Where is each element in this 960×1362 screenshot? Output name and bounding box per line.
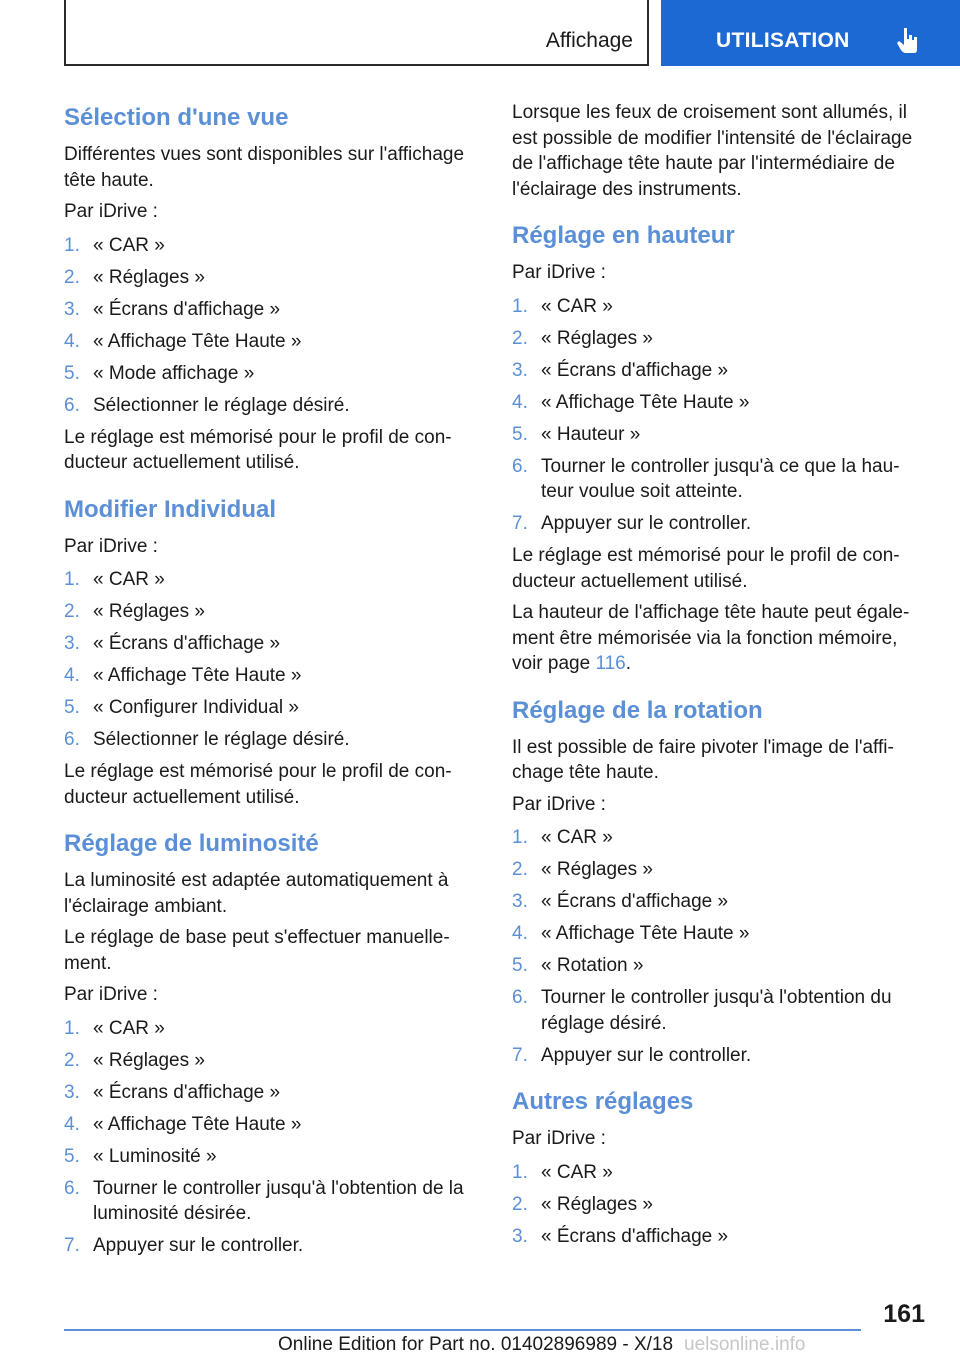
list-item xyxy=(512,1224,924,1250)
step-number: 4. xyxy=(512,391,528,413)
paragraph: Le réglage est mémorisé pour le profil de conducteur actuellement utilisé. xyxy=(512,545,900,592)
list-item xyxy=(512,921,924,947)
list-item xyxy=(512,454,924,505)
step-text: « Réglages » xyxy=(93,1049,205,1071)
step-number: 4. xyxy=(64,1113,80,1135)
step-text: Appuyer sur le controller. xyxy=(541,1044,752,1066)
step-text: « Affichage Tête Haute » xyxy=(541,923,750,944)
list-item xyxy=(64,1048,476,1074)
list-item xyxy=(64,1016,476,1042)
step-text: « CAR » xyxy=(541,827,613,848)
footer-edition: Online Edition for Part no. 01402896989 - X/18 xyxy=(278,1334,674,1355)
section-heading: Sélection d'une vue xyxy=(64,104,289,131)
list-item xyxy=(512,889,924,915)
step-number: 4. xyxy=(64,330,80,352)
step-number: 2. xyxy=(64,266,80,288)
step-text: Tourner le controller jusqu'à l'obtention du réglage désiré. xyxy=(541,987,892,1034)
step-text: « CAR » xyxy=(93,234,165,256)
step-number: 1. xyxy=(64,1017,80,1039)
step-number: 6. xyxy=(64,394,80,416)
step-text: Tourner le controller jusqu'à l'obtention de la luminosité désirée. xyxy=(93,1177,464,1224)
list-item xyxy=(64,329,476,355)
step-number: 7. xyxy=(64,1235,80,1256)
list-item xyxy=(64,1176,476,1227)
section-heading: Réglage de luminosité xyxy=(64,830,319,857)
step-number: 5. xyxy=(512,955,528,976)
step-text: « Affichage Tête Haute » xyxy=(93,330,302,352)
step-text: « Réglages » xyxy=(541,859,653,880)
section-rotation xyxy=(512,693,924,1069)
step-number: 2. xyxy=(64,601,80,622)
step-number: 6. xyxy=(64,729,80,750)
list-item xyxy=(512,953,924,979)
paragraph: Le réglage est mémorisé pour le profil de conducteur actuellement utilisé. xyxy=(64,761,452,808)
list-item xyxy=(512,1192,924,1218)
step-number: 3. xyxy=(512,891,528,912)
step-number: 3. xyxy=(512,359,528,381)
paragraph: Le réglage de base peut s'effectuer manuellement. xyxy=(64,927,450,974)
list-item xyxy=(64,1080,476,1106)
list-item xyxy=(512,1043,924,1069)
list-item xyxy=(64,631,476,657)
steps-list xyxy=(512,825,924,1068)
page-header xyxy=(64,0,960,66)
step-number: 6. xyxy=(512,455,528,477)
step-text: « Configurer Individual » xyxy=(93,697,299,718)
step-text: « Écrans d'affichage » xyxy=(541,1225,729,1247)
steps-list xyxy=(512,1160,924,1250)
left-column xyxy=(64,100,476,1265)
steps-list xyxy=(512,294,924,537)
header-chapter-label: UTILISATION xyxy=(716,29,850,52)
list-item xyxy=(512,326,924,352)
list-item xyxy=(512,294,924,320)
hand-pointer-icon xyxy=(895,26,921,54)
page-reference-link[interactable]: 116 xyxy=(595,653,626,674)
paragraph: Le réglage est mémorisé pour le profil de conducteur actuellement utilisé. xyxy=(64,426,452,473)
section-heading: Réglage en hauteur xyxy=(512,222,735,249)
paragraph-memory xyxy=(512,600,924,677)
step-text: « CAR » xyxy=(93,569,165,590)
step-text: Sélectionner le réglage désiré. xyxy=(93,729,350,750)
memory-text: La hauteur de l'affichage tête haute peut également être mémorisée via la fonction mémoire, voir page xyxy=(512,602,910,674)
step-number: 2. xyxy=(512,859,528,880)
list-item xyxy=(512,358,924,384)
step-text: « Écrans d'affichage » xyxy=(541,359,729,381)
header-section-box xyxy=(64,0,649,66)
step-text: « Rotation » xyxy=(541,955,644,976)
step-text: « Affichage Tête Haute » xyxy=(93,665,302,686)
step-text: « CAR » xyxy=(541,1161,613,1183)
step-number: 5. xyxy=(64,362,80,384)
step-number: 1. xyxy=(512,827,528,848)
section-heading: Modifier Individual xyxy=(64,495,277,523)
section-heading: Autres réglages xyxy=(512,1088,694,1115)
step-number: 3. xyxy=(64,633,80,654)
idrive-label: Par iDrive : xyxy=(64,984,158,1005)
list-item xyxy=(64,567,476,593)
step-text: « Écrans d'affichage » xyxy=(93,298,281,320)
step-number: 3. xyxy=(64,298,80,320)
step-text: « Réglages » xyxy=(93,601,205,622)
step-text: « Réglages » xyxy=(93,266,205,288)
list-item xyxy=(64,1112,476,1138)
list-item xyxy=(64,599,476,625)
idrive-label: Par iDrive : xyxy=(64,535,158,557)
step-text: « CAR » xyxy=(93,1017,165,1039)
step-text: « Hauteur » xyxy=(541,423,641,445)
step-number: 4. xyxy=(64,665,80,686)
step-text: Appuyer sur le controller. xyxy=(541,513,752,534)
footer-watermark: uelsonline.info xyxy=(684,1334,806,1355)
paragraph: La luminosité est adaptée automatiquement à l'éclairage ambiant. xyxy=(64,870,449,917)
step-text: « Mode affichage » xyxy=(93,362,255,384)
step-text: « Luminosité » xyxy=(93,1145,217,1167)
step-number: 2. xyxy=(512,327,528,349)
steps-list xyxy=(64,233,476,419)
idrive-label: Par iDrive : xyxy=(512,262,606,283)
list-item xyxy=(512,511,924,537)
step-text: Appuyer sur le controller. xyxy=(93,1235,304,1256)
step-number: 6. xyxy=(512,987,528,1008)
list-item xyxy=(64,393,476,419)
section-heading: Réglage de la rotation xyxy=(512,696,763,724)
list-item xyxy=(64,233,476,259)
steps-list xyxy=(64,1016,476,1259)
step-number: 1. xyxy=(64,234,80,256)
step-number: 3. xyxy=(64,1081,80,1103)
step-text: « CAR » xyxy=(541,295,613,317)
list-item xyxy=(512,390,924,416)
step-text: « Écrans d'affichage » xyxy=(93,1081,281,1103)
list-item xyxy=(512,857,924,883)
right-column xyxy=(512,100,924,1256)
list-item xyxy=(64,1144,476,1170)
step-text: Tourner le controller jusqu'à ce que la hauteur voulue soit atteinte. xyxy=(541,455,900,502)
step-number: 7. xyxy=(512,513,528,534)
section-other-settings xyxy=(512,1084,924,1249)
step-number: 7. xyxy=(512,1044,528,1066)
section-height-adjust xyxy=(512,218,924,677)
list-item xyxy=(64,297,476,323)
paragraph: Différentes vues sont disponibles sur l'affichage tête haute. xyxy=(64,144,465,191)
steps-list xyxy=(64,567,476,753)
step-text: Sélectionner le réglage désiré. xyxy=(93,394,350,416)
step-number: 1. xyxy=(64,569,80,590)
header-chapter-tab[interactable] xyxy=(661,0,960,66)
step-text: « Réglages » xyxy=(541,327,653,349)
list-item xyxy=(64,727,476,753)
step-text: « Écrans d'affichage » xyxy=(93,633,281,654)
step-number: 1. xyxy=(512,1161,528,1183)
step-number: 3. xyxy=(512,1225,528,1247)
step-number: 5. xyxy=(512,423,528,445)
step-text: « Réglages » xyxy=(541,1193,653,1215)
list-item xyxy=(64,1233,476,1259)
list-item xyxy=(64,663,476,689)
step-number: 5. xyxy=(64,1145,80,1167)
step-text: « Affichage Tête Haute » xyxy=(541,391,750,413)
memory-end: . xyxy=(625,653,632,674)
step-text: « Affichage Tête Haute » xyxy=(93,1113,302,1135)
step-text: « Écrans d'affichage » xyxy=(541,891,729,912)
list-item xyxy=(512,1160,924,1186)
idrive-label: Par iDrive : xyxy=(512,793,606,815)
paragraph: Lorsque les feux de croisement sont allumés, il est possible de modifier l'intensité de l'éclairage de l'affichage tête haute par l'intermédiaire de l'éclairage des instruments. xyxy=(512,102,913,200)
section-brightness xyxy=(64,826,476,1259)
list-item xyxy=(64,265,476,291)
step-number: 1. xyxy=(512,295,528,317)
step-number: 5. xyxy=(64,697,80,718)
footer-divider xyxy=(64,1329,861,1331)
step-number: 2. xyxy=(512,1193,528,1215)
paragraph: Il est possible de faire pivoter l'image de l'affichage tête haute. xyxy=(512,736,894,783)
section-modify-individual xyxy=(64,492,476,811)
list-item xyxy=(64,361,476,387)
page-number: 161 xyxy=(883,1300,925,1328)
section-view-selection xyxy=(64,100,476,476)
step-number: 4. xyxy=(512,923,528,944)
idrive-label: Par iDrive : xyxy=(64,201,158,222)
list-item xyxy=(512,825,924,851)
idrive-label: Par iDrive : xyxy=(512,1128,606,1149)
step-number: 2. xyxy=(64,1049,80,1071)
list-item xyxy=(64,695,476,721)
header-section-title: Affichage xyxy=(545,29,633,52)
list-item xyxy=(512,422,924,448)
step-number: 6. xyxy=(64,1177,80,1199)
list-item xyxy=(512,985,924,1036)
